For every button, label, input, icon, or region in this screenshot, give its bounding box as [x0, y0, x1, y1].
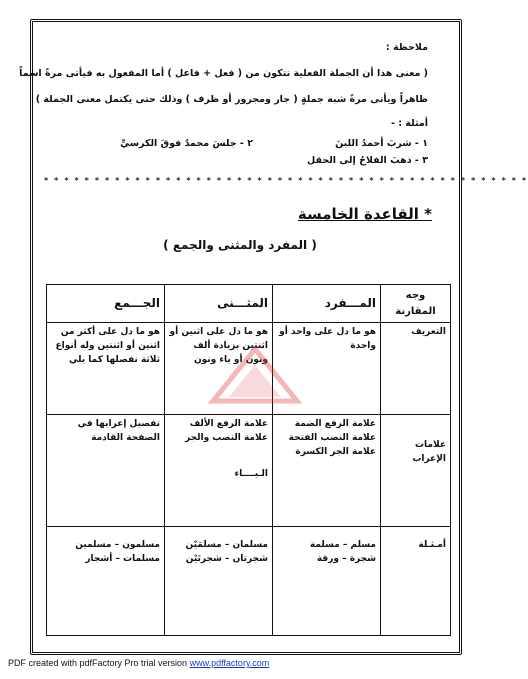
pdf-footer: [8, 658, 269, 668]
header-comparison: وجه المقارنة: [381, 285, 451, 323]
star-divider: * * * * * * * * * * * * * * * * * * * * * * * * * * * * * * * * * * * * * * * * * * * * * * * *: [44, 176, 528, 185]
definition-dual: هو ما دل على اثنين أو اثنتين بزيادة ألف ونون أو ياء ونون: [165, 323, 273, 415]
table-row: [47, 415, 451, 527]
note-heading: ملاحظة :: [385, 42, 428, 53]
example-3: ٣ - ذهبَ الفلاحُ إلى الحقل: [307, 155, 428, 166]
comparison-table: [46, 284, 451, 636]
definition-singular: هو ما دل على واحد أو واحدة: [273, 323, 381, 415]
example-singular-1: مسلم – مسلمة: [309, 540, 376, 550]
header-singular: المـــفرد: [273, 285, 381, 323]
example-plural-2: مسلمات – أشجار: [85, 553, 160, 564]
footer-text: PDF created with pdfFactory Pro trial version: [8, 658, 190, 668]
example-1: ١ - شربَ أحمدُ اللبنَ: [335, 138, 428, 149]
definition-plural: هو ما دل على أكثر من اثنين أو اثنتين وله أنواع ثلاثة نفصلها كما يلي: [47, 323, 165, 415]
footer-link[interactable]: www.pdffactory.com: [189, 658, 270, 668]
example-dual-2: شجرتان – شجرتَيْن: [185, 553, 268, 564]
row-label-examples: أمـثـلة: [381, 527, 451, 636]
table-row: [47, 527, 451, 636]
examples-row: [48, 138, 428, 152]
header-dual: المثـــنى: [165, 285, 273, 323]
example-plural-1: مسلمون – مسلمين: [75, 540, 160, 550]
watermark-logo-icon: [205, 345, 305, 405]
singular-jarr: علامة الجر الكسرة: [295, 446, 376, 457]
rule-title: * القاعدة الخامسة: [297, 205, 432, 223]
examples-dual: [165, 527, 273, 636]
header-plural: الجـــمع: [47, 285, 165, 323]
inflection-singular: [273, 415, 381, 527]
examples-singular: [273, 527, 381, 636]
examples-heading: أمثلة : -: [390, 118, 428, 129]
examples-plural: [47, 527, 165, 636]
row-label-inflection: علامات الإعراب: [381, 415, 451, 527]
example-singular-2: شجرة – ورقة: [316, 553, 376, 564]
singular-raf: علامة الرفع الضمة: [294, 419, 376, 429]
example-dual-1: مسلمان – مسلمَيْن: [185, 540, 268, 550]
note-line-2: ظاهراً ويأتى مرةً شبه جملةٍ ( جار ومجرور أو ظرف ) وذلك حتى يكتمل معنى الجملة ): [35, 94, 428, 105]
inflection-plural: تفصيل إعرابها في الصفحة القادمة: [47, 415, 165, 527]
row-label-definition: التعريف: [381, 323, 451, 415]
note-line-1: ( معنى هذا أن الجملة الفعلية تتكون من ( فعل + فاعل ) أما المفعول به فيأتى مرةً اسماً: [19, 68, 428, 79]
table-header-row: [47, 285, 451, 323]
dual-nasb-jarr: علامة النصب والجر: [185, 432, 268, 443]
rule-subtitle: ( المفرد والمثنى والجمع ): [163, 238, 317, 252]
dual-raf: علامة الرفع الألف: [189, 419, 268, 429]
singular-nasb: علامة النصب الفتحة: [288, 432, 376, 443]
inflection-dual: [165, 415, 273, 527]
dual-ya: الـيــــاء: [234, 468, 268, 479]
example-2: ٢ - جلسَ محمدٌ فوقَ الكرسيِّ: [120, 138, 253, 149]
